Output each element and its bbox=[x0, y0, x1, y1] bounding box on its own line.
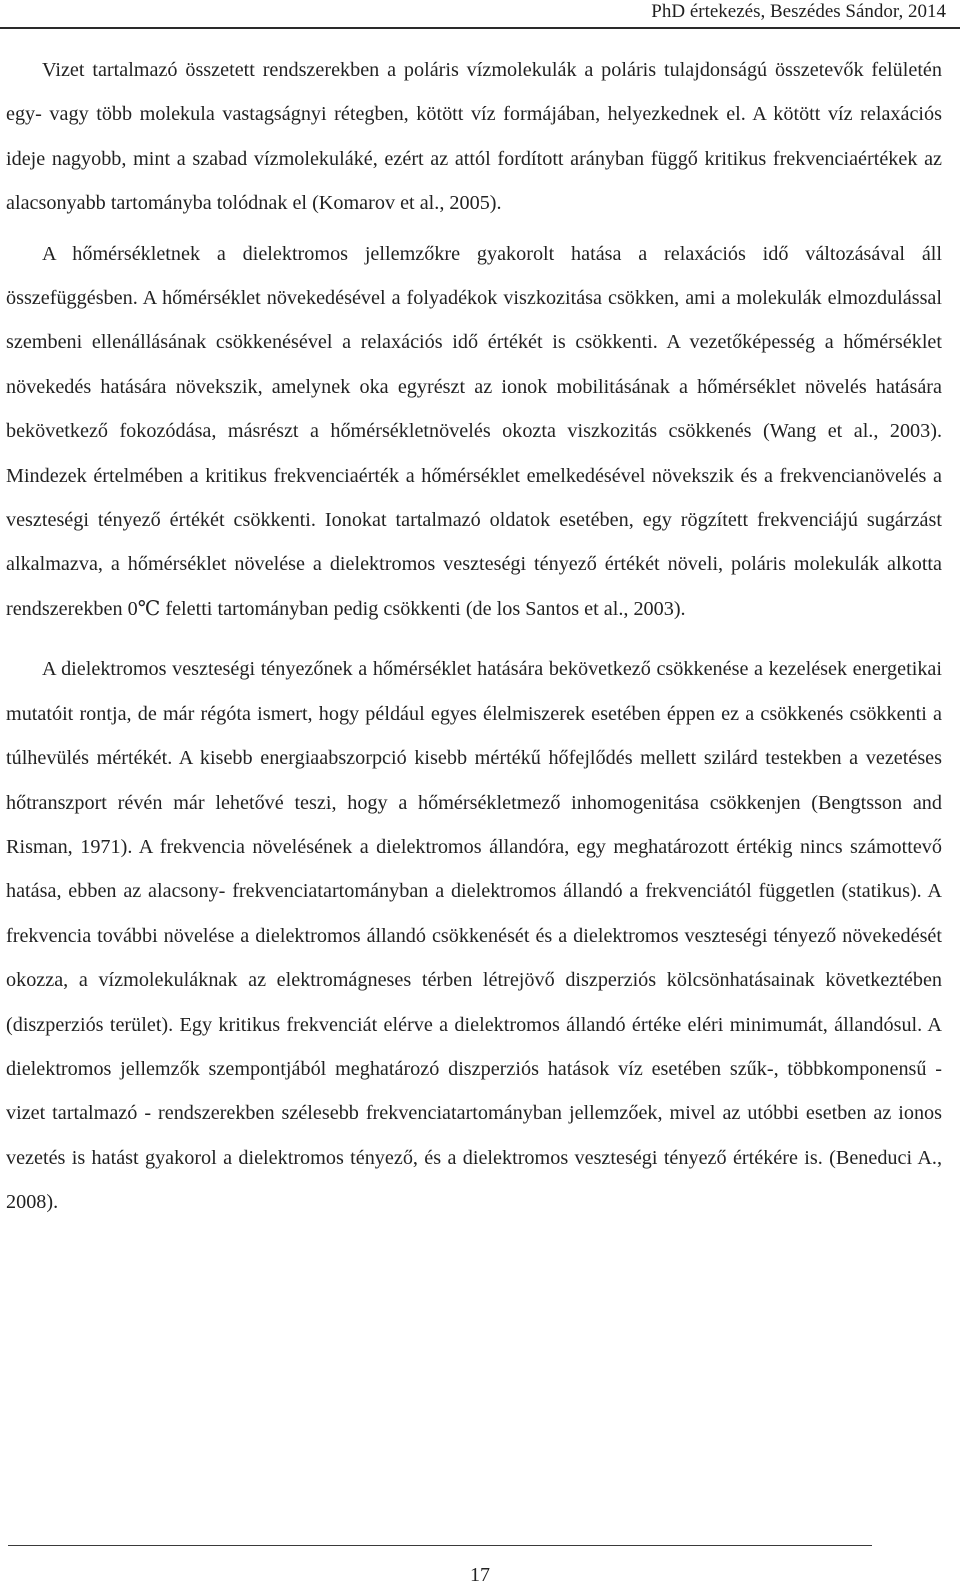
paragraph-loss-factor: A dielektromos veszteségi tényezőnek a hőmérséklet hatására bekövetkező csökkenése a kezelések energetikai mutatóit rontja, de már régóta ismert, hogy például egyes élelmiszerek esetében éppen ez a csökkenés csökkenti a túlhevülés mértékét. A kisebb energiaabszorpció kisebb mértékű hőfejlődés mellett szilárd testekben a vezetéses hőtranszport révén már lehetővé teszi, hogy a hőmérsékletmező inhomogenitása csökkenjen (Bengtsson and Risman, 1971). A frekvencia növelésének a dielektromos állandóra, egy meghatározott értékig nincs számottevő hatása, ebben az alacsony- frekvenciatartományban a dielektromos állandó a frekvenciától független (statikus). A frekvencia további növelése a dielektromos állandó csökkenését és a dielektromos veszteségi tényező növekedését okozza, a vízmolekuláknak az elektromágneses térben létrejövő diszperziós kölcsönhatásainak következtében (diszperziós terület). Egy kritikus frekvenciát elérve a dielektromos állandó értéke eléri minimumát, állandósul. A dielektromos jellemzők szempontjából meghatározó diszperziós hatások víz esetében szűk-, többkomponensű - vizet tartalmazó - rendszerekben szélesebb frekvenciatartományban jellemzőek, mivel az utóbbi esetben az ionos vezetés is hatást gyakorol a dielektromos tényező, és a dielektromos veszteségi tényező értékére is. (Beneduci A., 2008). bbox=[6, 658, 942, 1214]
document-body bbox=[6, 48, 942, 1225]
page-number: 17 bbox=[470, 1564, 490, 1586]
running-header: PhD értekezés, Beszédes Sándor, 2014 bbox=[651, 1, 946, 22]
paragraph-temperature-effect: A hőmérsékletnek a dielektromos jellemzőkre gyakorolt hatása a relaxációs idő változásával áll összefüggésben. A hőmérséklet növekedésével a folyadékok viszkozitása csökken, ami a molekulák elmozdulással szembeni ellenállásának csökkenésével a relaxációs idő értékét is csökkenti. A vezetőképesség a hőmérséklet növekedés hatására növekszik, amelynek oka egyrészt az ionok mobilitásának a hőmérséklet növelés hatására bekövetkező fokozódása, másrészt a hőmérsékletnövelés okozta viszkozitás csökkenés (Wang et al., 2003). Mindezek értelmében a kritikus frekvenciaérték a hőmérséklet emelkedésével növekszik és a frekvencianövelés a veszteségi tényező értékét csökkenti. Ionokat tartalmazó oldatok esetében, egy rögzített frekvenciájú sugárzást alkalmazva, a hőmérséklet növelése a dielektromos veszteségi tényező értékét növeli, poláris molekulák alkotta rendszerekben 0℃ feletti tartományban pedig csökkenti (de los Santos et al., 2003). bbox=[6, 242, 942, 620]
paragraph-bound-water: Vizet tartalmazó összetett rendszerekben a poláris vízmolekulák a poláris tulajdonságú összetevők felületén egy- vagy több molekula vastagságnyi rétegben, kötött víz formájában, helyezkednek el. A kötött víz relaxációs ideje nagyobb, mint a szabad vízmolekuláké, ezért az attól fordított arányban függő kritikus frekvenciaértékek az alacsonyabb tartományba tolódnak el (Komarov et al., 2005). bbox=[6, 59, 942, 215]
footnote-rule bbox=[8, 1545, 872, 1546]
header-rule bbox=[0, 27, 960, 29]
